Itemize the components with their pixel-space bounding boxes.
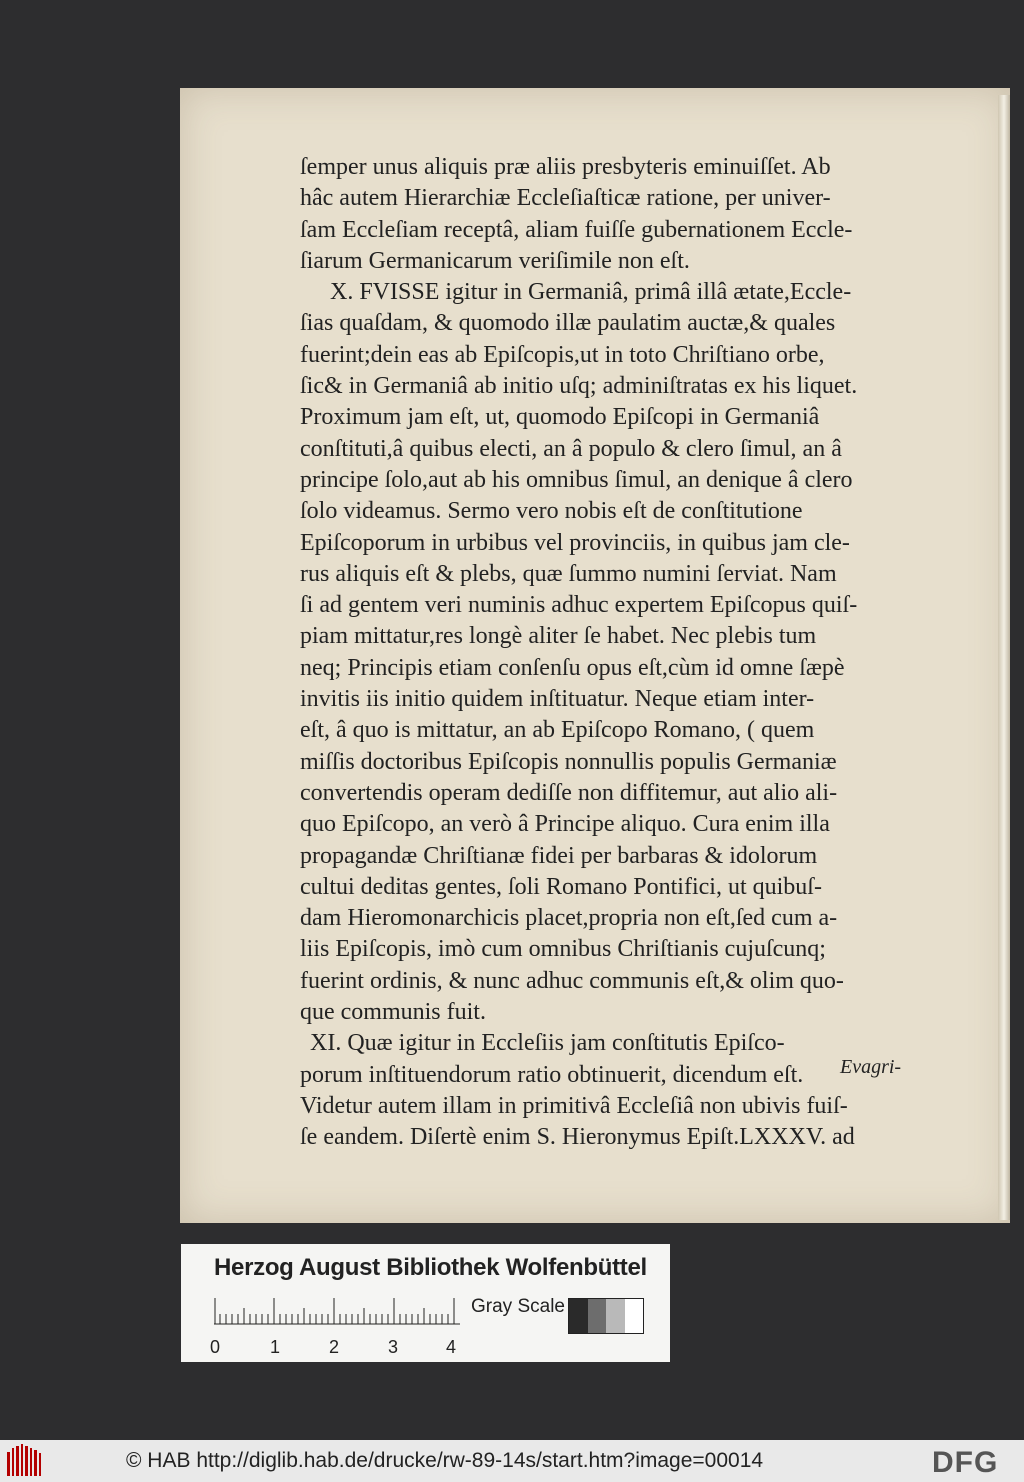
grayscale-swatch xyxy=(606,1299,625,1333)
text-line: cultui deditas gentes, ſoli Romano Pontifici, ut quibuſ- xyxy=(300,873,822,900)
dfg-logo: DFG xyxy=(932,1446,999,1479)
grayscale-swatch xyxy=(625,1299,644,1333)
hab-barcode-icon xyxy=(6,1444,42,1478)
text-line: Epiſcoporum in urbibus vel provinciis, in quibus jam cle- xyxy=(300,529,850,556)
text-line: ſi ad gentem veri numinis adhuc expertem Epiſcopus quiſ- xyxy=(300,592,858,619)
text-line: que communis fuit. xyxy=(300,999,486,1026)
ruler-number: 2 xyxy=(329,1337,340,1357)
ruler-number: 0 xyxy=(210,1337,221,1357)
text-line: convertendis operam dediſſe non diffitemur, aut alio ali- xyxy=(300,779,838,806)
text-line: ſemper unus aliquis præ aliis presbyteris eminuiſſet. Ab xyxy=(300,154,831,180)
grayscale-swatch xyxy=(588,1299,607,1333)
text-line: eſt, â quo is mittatur, an ab Epiſcopo Romano, ( quem xyxy=(300,717,815,744)
text-line: neq; Principis etiam conſenſu opus eſt,cùm id omne ſæpè xyxy=(300,654,845,681)
text-line: ſic& in Germaniâ ab initio uſq; adminiſtratas ex his liquet. xyxy=(300,373,858,400)
library-label-title: Herzog August Bibliothek Wolfenbüttel xyxy=(214,1254,647,1281)
catchword: Evagri- xyxy=(840,1056,902,1078)
text-line: ſolo videamus. Sermo vero nobis eſt de conſtitutione xyxy=(300,498,803,525)
text-line: principe ſolo,aut ab his omnibus ſimul, an denique â clero xyxy=(300,466,853,493)
text-line: Videtur autem illam in primitivâ Eccleſiâ non ubivis fuiſ- xyxy=(300,1092,848,1119)
ruler-number: 3 xyxy=(388,1337,399,1357)
text-line: quo Epiſcopo, an verò â Principe aliquo. Cura enim illa xyxy=(300,811,830,838)
grayscale-label: Gray Scale xyxy=(471,1296,565,1317)
text-line: porum inſtituendorum ratio obtinuerit, dicendum eſt. xyxy=(300,1061,804,1088)
ruler-icon xyxy=(214,1296,460,1326)
text-line: Proximum jam eſt, ut, quomodo Epiſcopi in Germaniâ xyxy=(300,404,820,431)
text-line: XI. Quæ igitur in Eccleſiis jam conſtitutis Epiſco- xyxy=(310,1030,785,1057)
text-line: conſtituti,â quibus electi, an â populo & clero ſimul, an â xyxy=(300,435,842,462)
text-line: ſiarum Germanicarum veriſimile non eſt. xyxy=(300,247,690,274)
text-line: ſias quaſdam, & quomodo illæ paulatim auctæ,& quales xyxy=(300,310,836,337)
footer-copyright-url[interactable]: © HAB http://diglib.hab.de/drucke/rw-89-14s/start.htm?image=00014 xyxy=(126,1449,764,1472)
text-line: ſam Eccleſiam receptâ, aliam fuiſſe gubernationem Eccle- xyxy=(300,216,853,243)
text-line: rus aliquis eſt & plebs, quæ ſummo numini ſerviat. Nam xyxy=(300,560,837,587)
page-edge xyxy=(998,95,1010,1220)
text-line: X. FVISSE igitur in Germaniâ, primâ illâ ætate,Eccle- xyxy=(330,279,852,306)
text-line: fuerint ordinis, & nunc adhuc communis eſt,& olim quo- xyxy=(300,967,844,994)
text-line: invitis iis initio quidem inſtituatur. Neque etiam inter- xyxy=(300,686,815,713)
ruler-number: 4 xyxy=(446,1337,457,1357)
text-line: propagandæ Chriſtianæ fidei per barbaras & idolorum xyxy=(300,842,818,869)
text-line: ſe eandem. Diſertè enim S. Hieronymus Epiſt.LXXXV. ad xyxy=(300,1124,855,1151)
grayscale-swatches xyxy=(568,1298,644,1334)
page-text xyxy=(300,152,930,1154)
text-line: fuerint;dein eas ab Epiſcopis,ut in toto Chriſtiano orbe, xyxy=(300,341,825,368)
text-line: piam mittatur,res longè aliter ſe habet. Nec plebis tum xyxy=(300,623,817,650)
text-line: hâc autem Hierarchiæ Eccleſiaſticæ ratione, per univer- xyxy=(300,185,831,212)
text-line: liis Epiſcopis, imò cum omnibus Chriſtianis cujuſcunq; xyxy=(300,936,826,963)
grayscale-swatch xyxy=(569,1299,588,1333)
text-line: miſſis doctoribus Epiſcopis nonnullis populis Germaniæ xyxy=(300,748,837,775)
ruler-number: 1 xyxy=(270,1337,281,1357)
text-line: dam Hieromonarchicis placet,propria non eſt,ſed cum a- xyxy=(300,905,838,932)
